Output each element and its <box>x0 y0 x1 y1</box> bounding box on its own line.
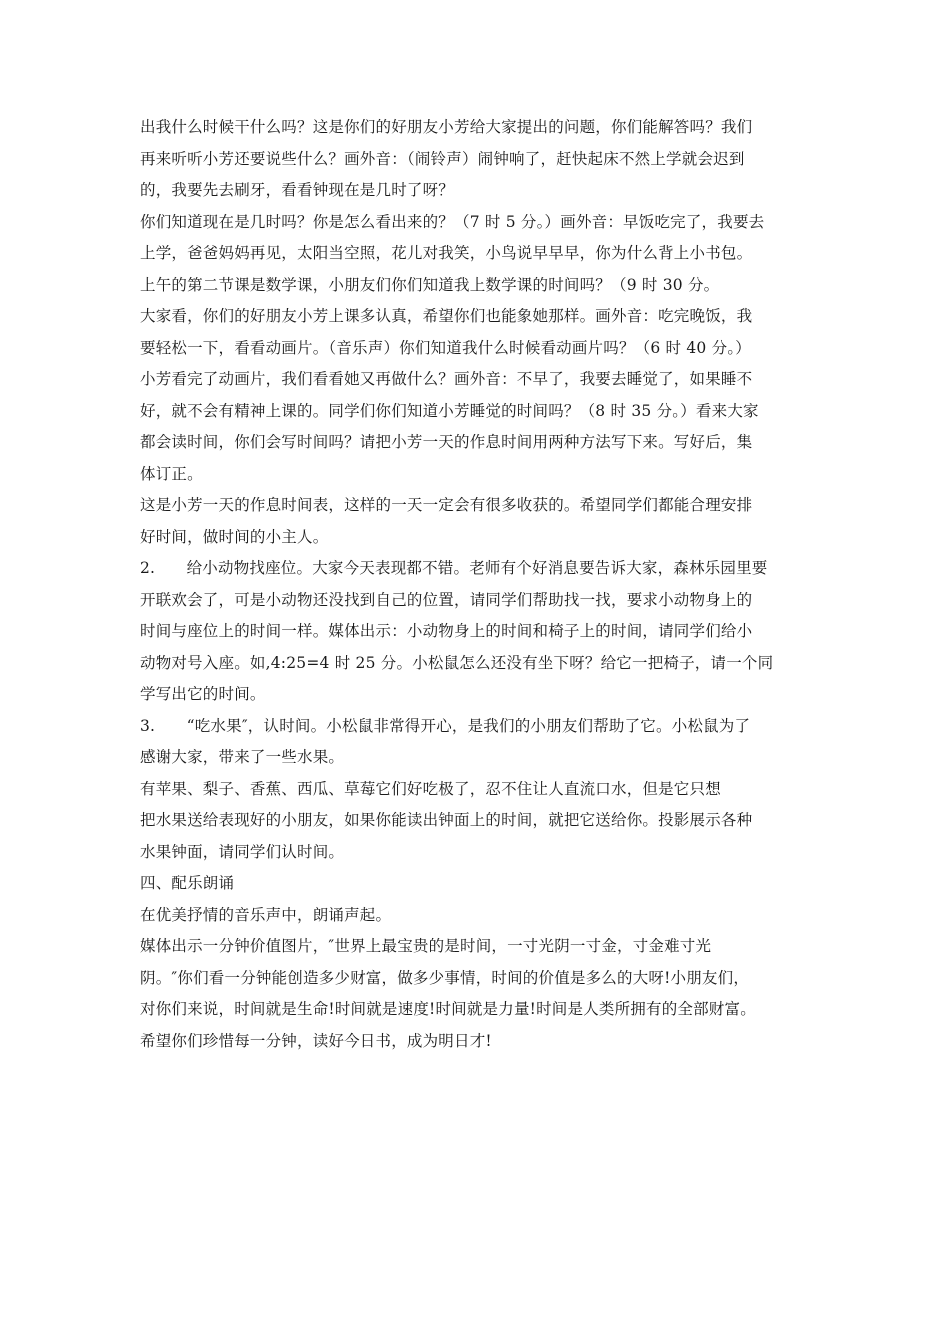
text-line: 希望你们珍惜每一分钟，读好今日书，成为明日才! <box>140 1031 492 1050</box>
text-line: 再来听听小芳还要说些什么？画外音：（闹铃声）闹钟响了，赶快起床不然上学就会迟到 <box>140 149 745 168</box>
section-heading: 四、配乐朗诵 <box>140 874 235 892</box>
text-line: 对你们来说，时间就是生命!时间就是速度!时间就是力量!时间是人类所拥有的全部财富。 <box>140 1000 756 1018</box>
text-line: 体订正。 <box>140 464 203 483</box>
text-line: 水果钟面，请同学们认时间。 <box>140 842 345 861</box>
text-line: 动物对号入座。如,4:25=4 时 25 分。小松鼠怎么还没有坐下呀？给它一把椅子，请一个同 <box>140 653 774 672</box>
text-line: 3. “吃水果″，认时间。小松鼠非常得开心，是我们的小朋友们帮助了它。小松鼠为了 <box>140 716 751 735</box>
text-line: 大家看，你们的好朋友小芳上课多认真，希望你们也能象她那样。画外音：吃完晚饭，我 <box>140 307 753 325</box>
text-line: 把水果送给表现好的小朋友，如果你能读出钟面上的时间，就把它送给你。投影展示各种 <box>140 811 753 829</box>
text-line: 感谢大家，带来了一些水果。 <box>140 748 345 766</box>
text-line: 上午的第二节课是数学课，小朋友们你们知道我上数学课的时间吗？（9 时 30 分。 <box>140 275 720 294</box>
text-line: 都会读时间，你们会写时间吗？请把小芳一天的作息时间用两种方法写下来。写好后，集 <box>140 433 753 451</box>
text-line: 阴。″你们看一分钟能创造多少财富，做多少事情，时间的价值是多么的大呀!小朋友们， <box>140 968 750 987</box>
text-line: 好时间，做时间的小主人。 <box>140 527 329 546</box>
text-line: 这是小芳一天的作息时间表，这样的一天一定会有很多收获的。希望同学们都能合理安排 <box>140 496 753 514</box>
text-line: 媒体出示一分钟价值图片，″世界上最宝贵的是时间，一寸光阴一寸金，寸金难寸光 <box>140 937 712 955</box>
text-line: 出我什么时候干什么吗？这是你们的好朋友小芳给大家提出的问题，你们能解答吗？我们 <box>140 118 753 136</box>
text-line: 有苹果、梨子、香蕉、西瓜、草莓它们好吃极了，忍不住让人直流口水，但是它只想 <box>140 779 721 798</box>
text-line: 在优美抒情的音乐声中，朗诵声起。 <box>140 905 392 924</box>
text-line: 好，就不会有精神上课的。同学们你们知道小芳睡觉的时间吗？（8 时 35 分。）看来大家 <box>140 401 759 420</box>
text-line: 的，我要先去刷牙，看看钟现在是几时了呀？ <box>140 181 455 199</box>
document-body <box>140 112 820 1057</box>
text-line: 时间与座位上的时间一样。媒体出示：小动物身上的时间和椅子上的时间，请同学们给小 <box>140 622 753 640</box>
text-line: 要轻松一下，看看动画片。（音乐声）你们知道我什么时候看动画片吗？（6 时 40 分。） <box>140 338 751 357</box>
text-line: 2. 给小动物找座位。大家今天表现都不错。老师有个好消息要告诉大家，森林乐园里要 <box>140 559 768 577</box>
text-line: 小芳看完了动画片，我们看看她又再做什么？画外音：不早了，我要去睡觉了，如果睡不 <box>140 370 753 388</box>
text-line: 你们知道现在是几时吗？你是怎么看出来的？（7 时 5 分。）画外音：早饭吃完了，我要去 <box>140 212 765 231</box>
text-line: 上学，爸爸妈妈再见，太阳当空照，花儿对我笑，小鸟说早早早，你为什么背上小书包。 <box>140 244 753 262</box>
text-line: 开联欢会了，可是小动物还没找到自己的位置，请同学们帮助找一找，要求小动物身上的 <box>140 590 753 609</box>
text-line: 学写出它的时间。 <box>140 685 266 703</box>
